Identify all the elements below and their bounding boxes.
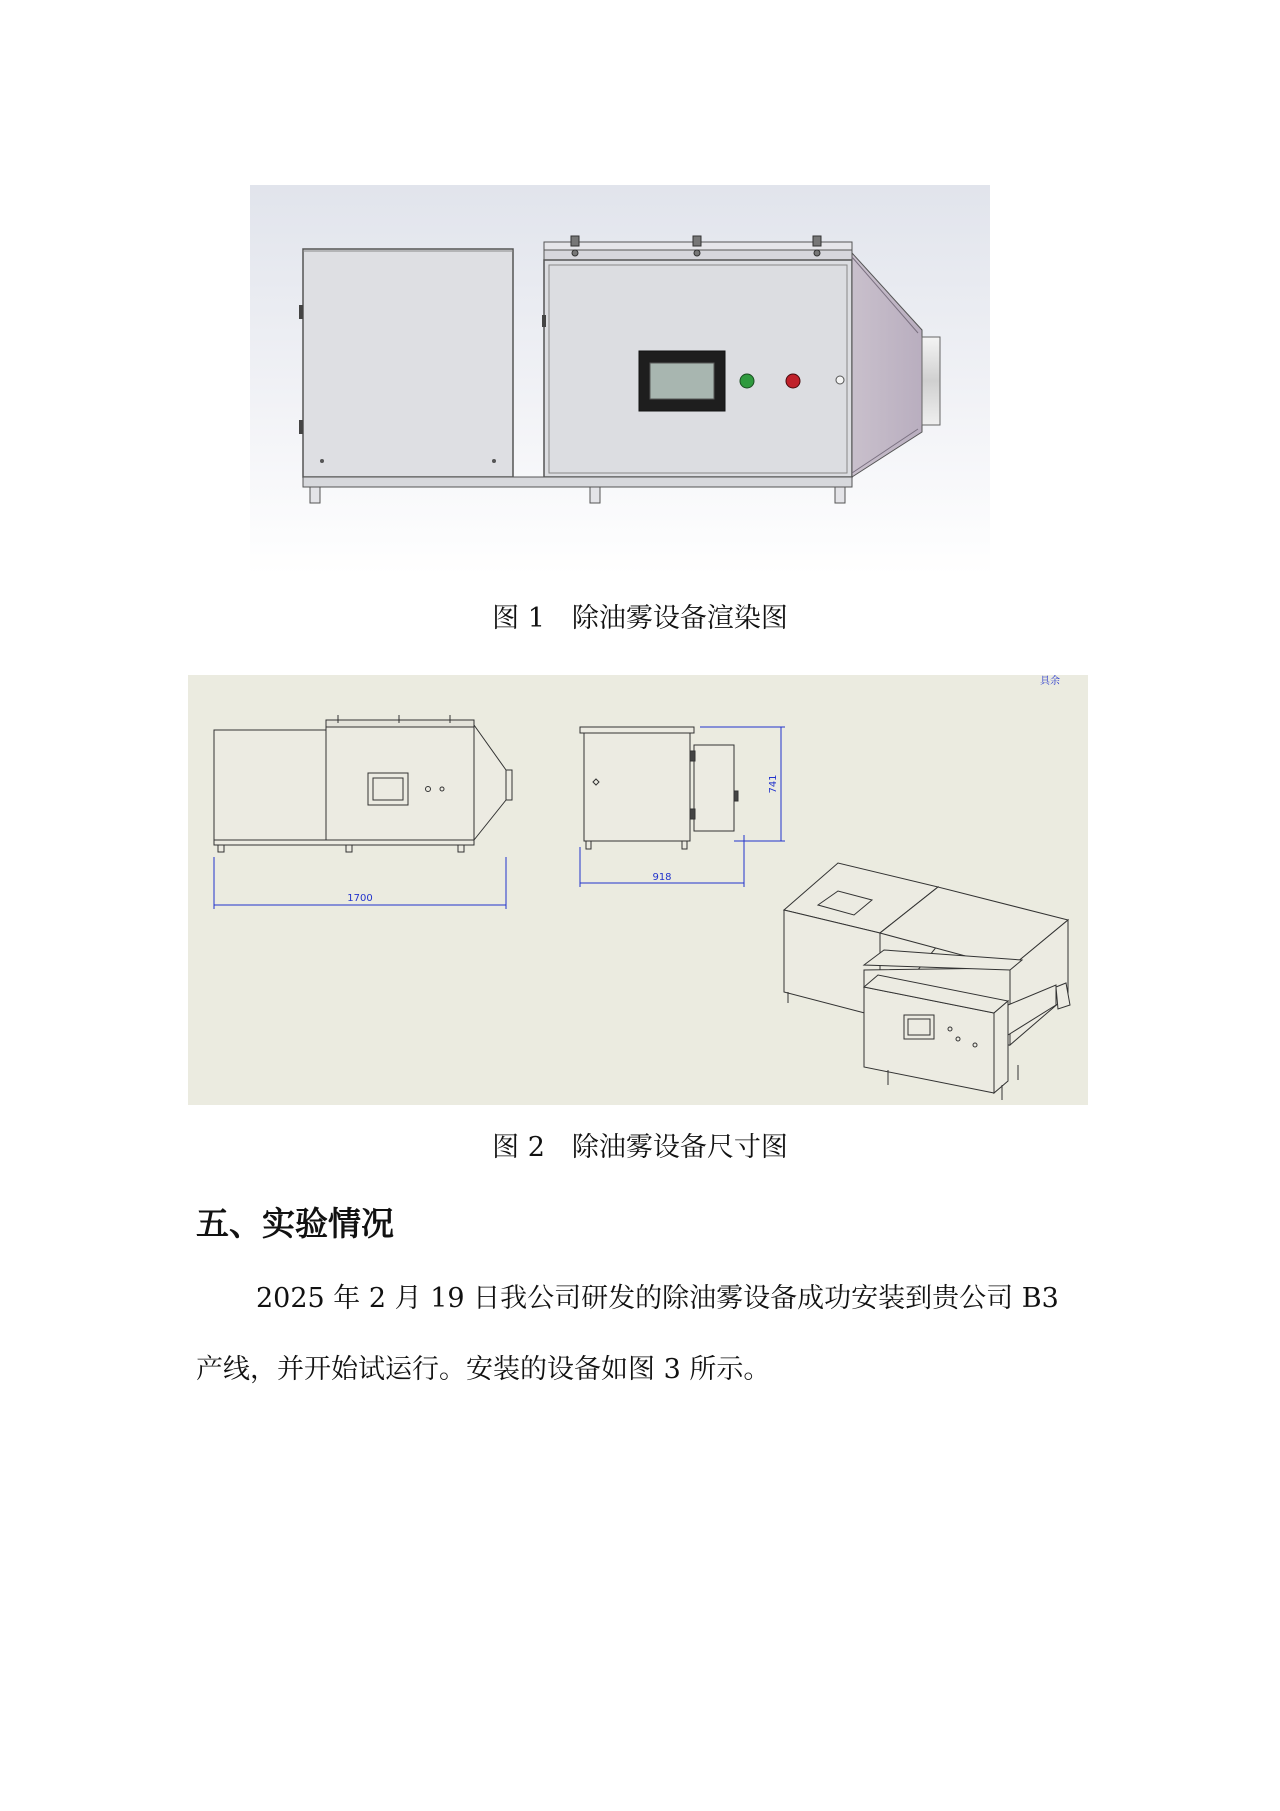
base-rail [303,477,852,487]
figure-2-caption: 图 2 除油雾设备尺寸图 [492,1132,788,1163]
red-indicator [786,374,800,388]
outlet-pipe [922,337,940,425]
figure-1-render [250,185,990,575]
isometric-view [784,863,1070,1100]
green-indicator [740,374,754,388]
front-view [214,715,512,852]
figure-2-dimension-drawing [188,675,1088,1105]
paragraph-line-2: 产线，并开始试运行。安装的设备如图 3 所示。 [196,1354,771,1385]
side-view [580,727,738,849]
height-label: 741 [768,774,779,794]
length-label: 1700 [347,893,373,904]
width-label: 918 [652,872,672,883]
section-heading: 五、实验情况 [196,1204,394,1243]
exhaust-hood [852,253,922,477]
left-cabinet [303,249,513,477]
corner-label: 具余 [1040,676,1060,687]
equipment-render-drawing [250,185,990,575]
dimension-drawing [188,675,1088,1105]
figure-1-caption: 图 1 除油雾设备渲染图 [492,603,788,634]
paragraph-line-1: 2025 年 2 月 19 日我公司研发的除油雾设备成功安装到贵公司 B3 [256,1283,1059,1314]
knob [836,376,844,384]
